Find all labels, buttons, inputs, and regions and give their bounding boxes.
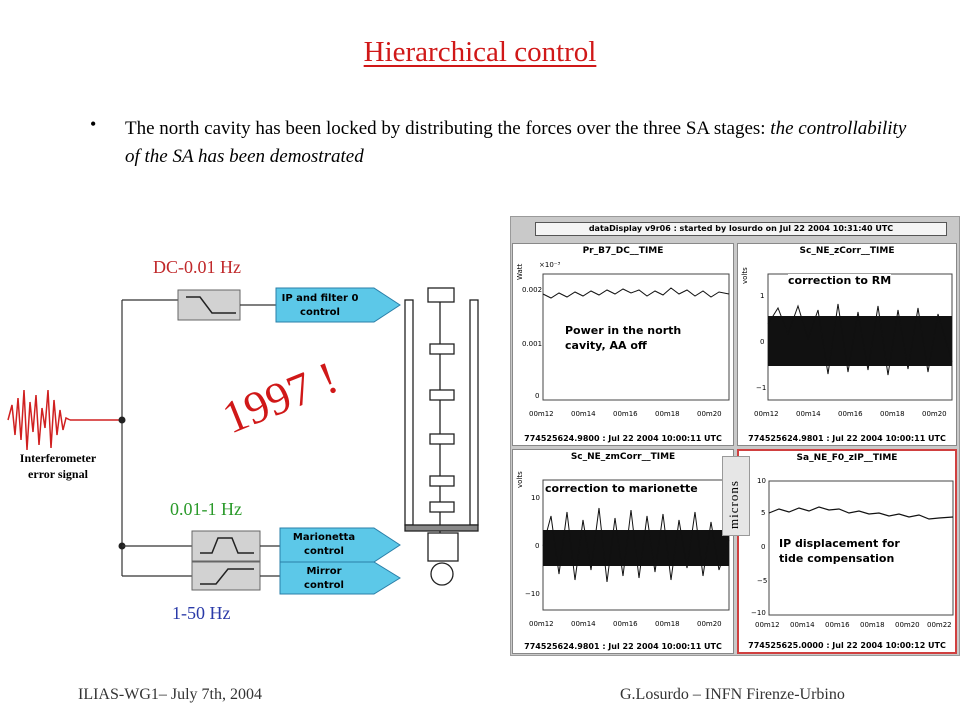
plot-annotation: cavity, AA off (565, 339, 647, 352)
bullet-marker: • (90, 114, 97, 134)
x-tick: 00m16 (613, 620, 638, 628)
plot-scale-note: ×10⁻³ (539, 261, 561, 269)
y-tick: 1 (760, 292, 765, 300)
plot-title: Sa_NE_F0_zIP__TIME (796, 453, 898, 463)
plot-annotation: correction to marionette (545, 482, 698, 495)
x-tick: 00m20 (922, 410, 947, 418)
plot-footer: 774525624.9800 : Jul 22 2004 10:00:11 UTC (524, 434, 722, 443)
bandpass-filter-block (192, 531, 260, 561)
plot-title: Pr_B7_DC__TIME (582, 246, 664, 256)
x-tick: 00m12 (529, 620, 554, 628)
y-tick: 5 (761, 509, 766, 517)
y-tick: 10 (757, 477, 766, 485)
svg-text:control: control (304, 546, 344, 557)
data-display-header: dataDisplay v9r06 : started by losurdo on Jul 22 2004 10:31:40 UTC (535, 222, 947, 236)
x-tick: 00m12 (755, 621, 780, 629)
y-tick: 0 (760, 338, 765, 346)
y-tick: 0.002 (522, 286, 543, 294)
x-tick: 00m18 (655, 620, 680, 628)
microns-text: microns (726, 480, 741, 529)
plot-footer: 774525624.9801 : Jul 22 2004 10:00:11 UTC (524, 642, 722, 651)
x-tick: 00m14 (796, 410, 821, 418)
x-tick: 00m22 (927, 621, 952, 629)
junction-dot (119, 417, 126, 424)
x-tick: 00m18 (880, 410, 905, 418)
plot-unit: Watt (516, 263, 524, 280)
error-signal-waveform (8, 390, 70, 450)
x-tick: 00m14 (571, 620, 596, 628)
x-tick: 00m12 (754, 410, 779, 418)
plot-unit: volts (516, 471, 524, 488)
x-tick: 00m16 (825, 621, 850, 629)
y-tick: −5 (757, 577, 768, 585)
y-tick: 0 (761, 543, 766, 551)
error-signal-label-line1: Interferometer (19, 451, 97, 465)
bullet-plain-text: The north cavity has been locked by distributing the forces over the three SA stages: (125, 118, 771, 139)
plot-title: Sc_NE_zmCorr__TIME (570, 452, 676, 462)
x-tick: 00m20 (895, 621, 920, 629)
x-tick: 00m18 (860, 621, 885, 629)
plot-rm-correction (737, 243, 957, 446)
y-tick: 0.001 (522, 340, 543, 348)
y-tick: −1 (756, 384, 767, 392)
plot-annotation: Power in the north (565, 324, 682, 337)
plot-annotation: IP displacement for (779, 537, 900, 550)
x-tick: 00m14 (790, 621, 815, 629)
mirror-control-block (280, 562, 400, 594)
band-label-low: 0.01-1 Hz (170, 499, 242, 519)
plot-footer: 774525624.9801 : Jul 22 2004 10:00:11 UTC (748, 434, 946, 443)
svg-text:IP and filter 0: IP and filter 0 (281, 293, 359, 304)
year-annotation: 1997 ! (215, 351, 345, 444)
bullet-text (125, 115, 915, 171)
lowpass-filter-block (178, 290, 240, 320)
plot-annotation: tide compensation (779, 552, 895, 565)
band-label-high: 1-50 Hz (172, 603, 231, 623)
band-label-dc: DC-0.01 Hz (153, 257, 241, 277)
x-tick: 00m20 (697, 620, 722, 628)
svg-text:Marionetta: Marionetta (292, 532, 356, 543)
x-tick: 00m20 (697, 410, 722, 418)
y-tick: 0 (535, 392, 540, 400)
error-signal-label-line2: error signal (28, 467, 88, 481)
svg-text:control: control (304, 580, 344, 591)
y-tick: 0 (535, 542, 540, 550)
highpass-filter-block (192, 562, 260, 590)
x-tick: 00m16 (838, 410, 863, 418)
y-tick: −10 (525, 590, 540, 598)
svg-text:control: control (300, 307, 340, 318)
ip-filter0-control-block (276, 288, 400, 322)
x-tick: 00m14 (571, 410, 596, 418)
plot-title: Sc_NE_zCorr__TIME (799, 246, 895, 256)
x-tick: 00m12 (529, 410, 554, 418)
plot-ip-displacement (737, 449, 957, 654)
control-block-diagram (0, 240, 500, 660)
footer-event: ILIAS-WG1– July 7th, 2004 (78, 686, 262, 703)
marionetta-control-block (280, 528, 400, 562)
y-tick: 10 (531, 494, 540, 502)
plot-marionette-correction (512, 449, 734, 654)
microns-axis-label (722, 456, 750, 536)
x-tick: 00m18 (655, 410, 680, 418)
plot-power (512, 243, 734, 446)
bullet-italic-text: the controllability of the SA has been demostrated (125, 118, 907, 167)
plot-annotation: correction to RM (788, 274, 892, 287)
superattenuator-drawing (405, 288, 478, 585)
svg-text:Mirror: Mirror (306, 566, 342, 577)
plot-footer: 774525625.0000 : Jul 22 2004 10:00:12 UTC (748, 641, 946, 650)
x-tick: 00m16 (613, 410, 638, 418)
slide-title: Hierarchical control (363, 36, 597, 68)
plot-unit: volts (741, 267, 749, 284)
footer-author: G.Losurdo – INFN Firenze-Urbino (620, 686, 845, 703)
y-tick: −10 (751, 609, 766, 617)
